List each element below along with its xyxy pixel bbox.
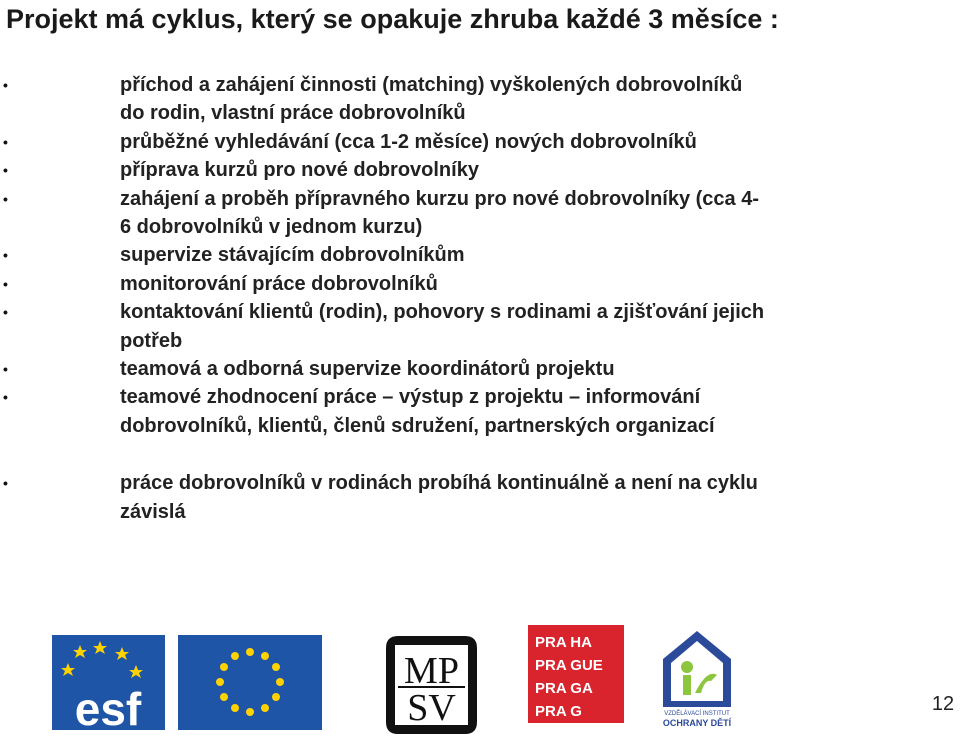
page-number: 12 (931, 693, 955, 715)
list-item-text: teamová a odborná supervize koordinátorů projektu (120, 358, 615, 381)
logo-strip (0, 615, 960, 737)
bullet-dot-icon: • (3, 389, 8, 406)
praha-logo-line: PRA GA (535, 680, 593, 697)
list-item-text: teamové zhodnocení práce – výstup z projektu – informování dobrovolníků, klientů, členů sdružení, partnerských organizací (120, 386, 715, 437)
mpsv-logo-bottom-text: SV (407, 687, 456, 729)
list-item (0, 241, 770, 269)
bullet-dot-icon: • (3, 275, 8, 292)
bullet-dot-icon: • (3, 133, 8, 150)
praha-logo-line: PRA G (535, 703, 582, 720)
mpsv-logo-top-text: MP (404, 650, 459, 692)
list-item (0, 71, 770, 128)
ochrana-logo-subtitle: VZDĚLÁVACÍ INSTITUT (664, 711, 730, 717)
list-item (0, 156, 770, 184)
list-item (0, 383, 770, 440)
slide-title: Projekt má cyklus, který se opakuje zhruba každé 3 měsíce : (6, 4, 779, 34)
eu-flag-icon (178, 635, 322, 730)
list-item-text: průběžné vyhledávání (cca 1-2 měsíce) nových dobrovolníků (120, 130, 697, 153)
list-item (0, 469, 770, 526)
praha-logo-line: PRA GUE (535, 657, 603, 674)
list-item (0, 270, 770, 298)
praha-logo (528, 625, 624, 723)
list-item-text: příprava kurzů pro nové dobrovolníky (120, 159, 479, 182)
bullet-dot-icon: • (3, 77, 8, 93)
list-item-text: monitorování práce dobrovolníků (120, 272, 438, 295)
bullet-list (0, 71, 960, 526)
bullet-dot-icon: • (3, 304, 8, 321)
bullet-dot-icon: • (3, 475, 8, 492)
list-item (0, 298, 770, 355)
bullet-dot-icon: • (3, 162, 8, 179)
bullet-dot-icon: • (3, 361, 8, 378)
list-item-text: práce dobrovolníků v rodinách probíhá kontinuálně a není na cyklu závislá (120, 472, 758, 523)
esf-logo-text: esf (74, 683, 142, 730)
list-item-text: supervize stávajícím dobrovolníkům (120, 244, 465, 267)
bullet-dot-icon: • (3, 190, 8, 207)
bullet-dot-icon: • (3, 247, 8, 264)
list-item-text: příchod a zahájení činnosti (matching) vyškolených dobrovolníků do rodin, vlastní práce dobrovolníků (120, 74, 743, 125)
mpsv-logo (384, 634, 479, 736)
list-item (0, 128, 770, 156)
praha-logo-line: PRA HA (535, 634, 592, 651)
ochrana-deti-logo (659, 629, 735, 729)
list-item-text: zahájení a proběh přípravného kurzu pro nové dobrovolníky (cca 4-6 dobrovolníků v jednom kurzu) (120, 187, 760, 239)
esf-logo (52, 635, 165, 730)
ochrana-logo-title: OCHRANY DĚTÍ (662, 718, 732, 728)
list-item (0, 355, 770, 383)
list-item-text: kontaktování klientů (rodin), pohovory s rodinami a zjišťování jejich potřeb (120, 301, 765, 352)
list-item (0, 185, 770, 242)
